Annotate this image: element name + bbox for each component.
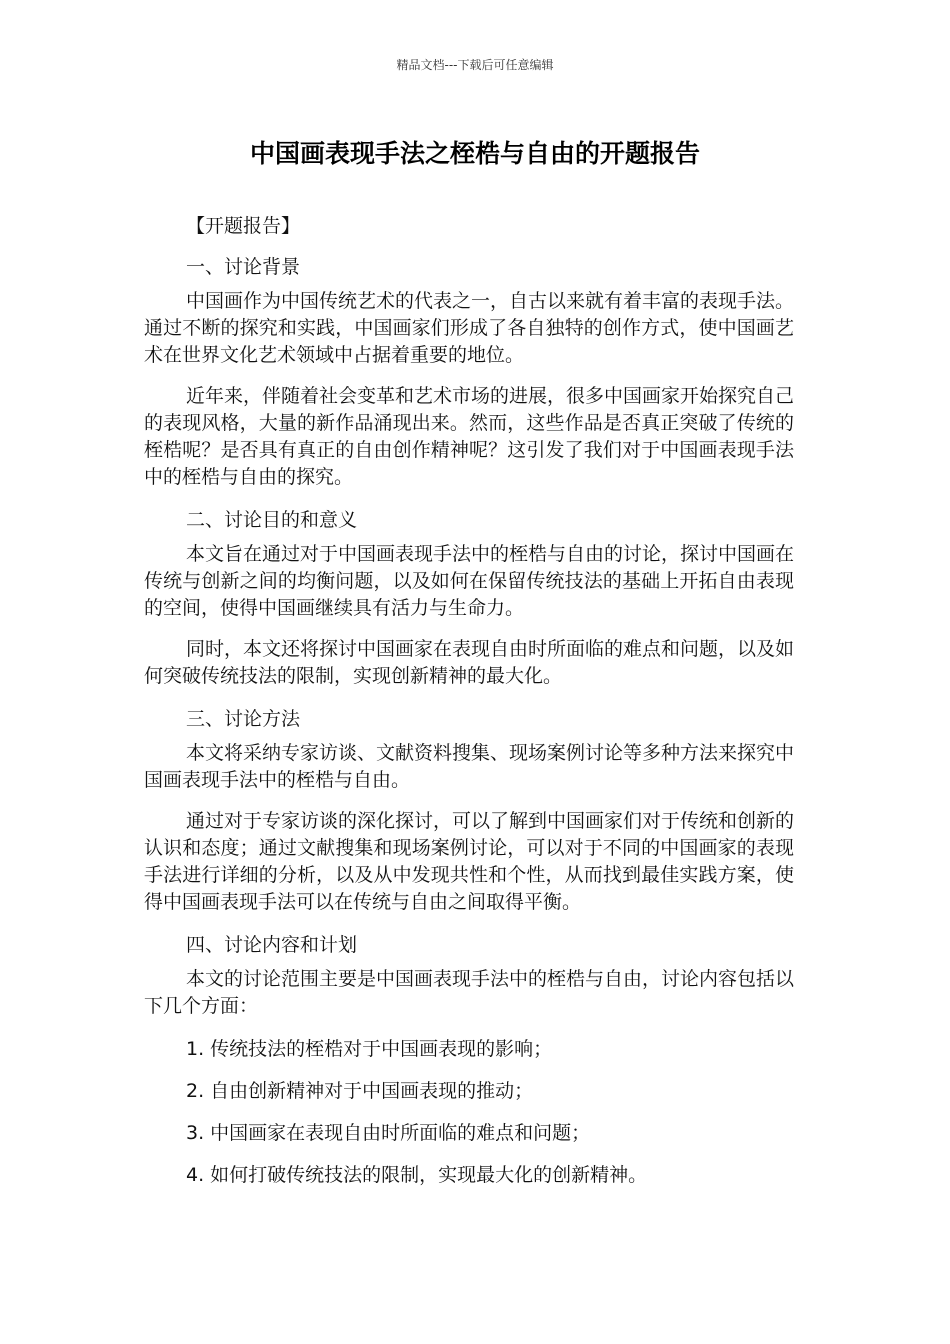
section-heading-background: 一、讨论背景 [186,256,301,278]
document-body [144,211,794,1202]
page-header: 精品文档---下载后可任意编辑 [396,58,554,72]
list-item: 3. 中国画家在表现自由时所面临的难点和问题； [186,1122,591,1144]
list-item: 1. 传统技法的桎梏对于中国画表现的影响； [186,1038,553,1060]
section-heading-purpose: 二、讨论目的和意义 [186,509,358,531]
section-heading-method: 三、讨论方法 [186,708,301,730]
paragraph: 本文将采纳专家访谈、文献资料搜集、现场案例讨论等多种方法来探究中国画表现手法中的桎梏与自由。 [144,742,795,791]
list-item: 2. 自由创新精神对于中国画表现的推动； [186,1080,534,1102]
paragraph: 本文的讨论范围主要是中国画表现手法中的桎梏与自由，讨论内容包括以下几个方面： [144,968,795,1017]
paragraph: 中国画作为中国传统艺术的代表之一，自古以来就有着丰富的表现手法。通过不断的探究和实践，中国画家们形成了各自独特的创作方式，使中国画艺术在世界文化艺术领域中占据着重要的地位。 [144,290,795,366]
section-heading-content-plan: 四、讨论内容和计划 [186,934,358,956]
paragraph: 同时，本文还将探讨中国画家在表现自由时所面临的难点和问题，以及如何突破传统技法的限制，实现创新精神的最大化。 [144,638,795,687]
document-title: 中国画表现手法之桎梏与自由的开题报告 [249,139,700,168]
paragraph: 本文旨在通过对于中国画表现手法中的桎梏与自由的讨论，探讨中国画在传统与创新之间的均衡问题，以及如何在保留传统技法的基础上开拓自由表现的空间，使得中国画继续具有活力与生命力。 [144,543,795,619]
report-label: 【开题报告】 [186,215,301,237]
paragraph: 近年来，伴随着社会变革和艺术市场的进展，很多中国画家开始探究自己的表现风格，大量的新作品涌现出来。然而，这些作品是否真正突破了传统的桎梏呢？是否具有真正的自由创作精神呢？这引发了我们对于中国画表现手法中的桎梏与自由的探究。 [144,385,795,488]
paragraph: 通过对于专家访谈的深化探讨，可以了解到中国画家们对于传统和创新的认识和态度；通过文献搜集和现场案例讨论，可以对于不同的中国画家的表现手法进行详细的分析，以及从中发现共性和个性，从而找到最佳实践方案，使得中国画表现手法可以在传统与自由之间取得平衡。 [144,810,795,913]
list-item: 4. 如何打破传统技法的限制，实现最大化的创新精神。 [186,1164,648,1186]
